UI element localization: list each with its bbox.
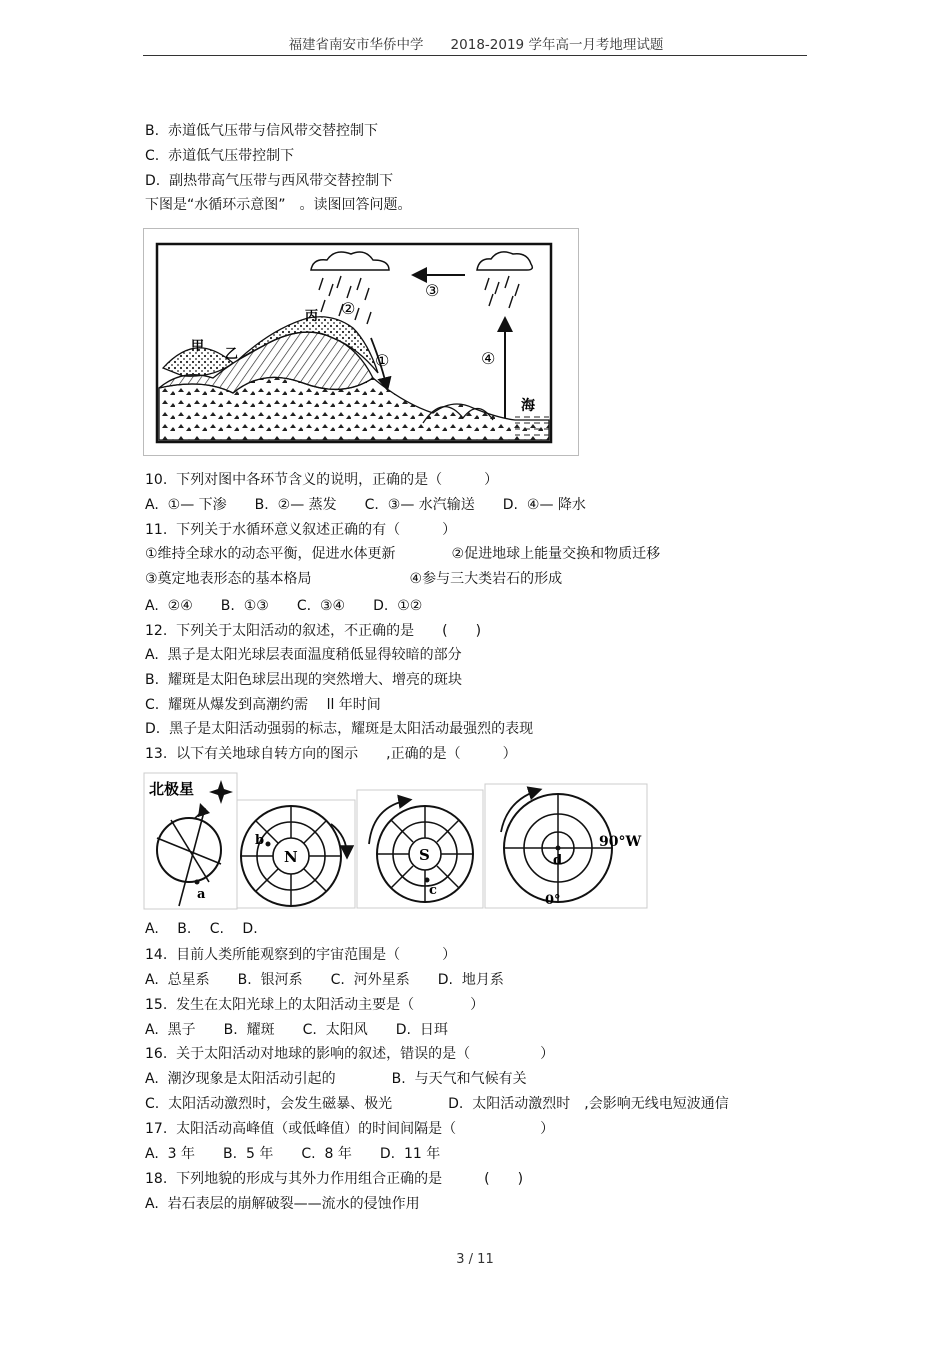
question-17: 17. 太阳活动高峰值（或低峰值）的时间间隔是（ ）	[145, 1121, 555, 1137]
question-17-options: A. 3 年 B. 5 年 C. 8 年 D. 11 年	[145, 1146, 441, 1162]
option-b-prev: B. 赤道低气压带与信风带交替控制下	[145, 123, 378, 139]
label-yi: 乙	[225, 347, 239, 362]
header-rule	[143, 55, 807, 56]
diagram-b	[237, 800, 355, 908]
question-10-options: A. ①— 下渗 B. ②— 蒸发 C. ③— 水汽输送 D. ④— 降水	[145, 497, 586, 513]
question-15-options: A. 黑子 B. 耀斑 C. 太阳风 D. 日珥	[145, 1022, 448, 1038]
question-16: 16. 关于太阳活动对地球的影响的叙述，错误的是（ ）	[145, 1046, 555, 1062]
question-14: 14. 目前人类所能观察到的宇宙范围是（ ）	[145, 947, 457, 963]
question-12-option-a: A. 黑子是太阳光球层表面温度稍低显得较暗的部分	[145, 647, 462, 663]
diagram-d	[485, 784, 647, 908]
label-0deg: 0°	[545, 893, 561, 908]
label-n: N	[284, 848, 298, 866]
label-sea: 海	[521, 398, 535, 414]
question-18-option-a: A. 岩石表层的崩解破裂——流水的侵蚀作用	[145, 1196, 420, 1212]
question-16-options-cd: C. 太阳活动激烈时，会发生磁暴、极光 D. 太阳活动激烈时 ,会影响无线电短波通信	[145, 1096, 729, 1112]
rotation-figures	[143, 772, 649, 910]
question-12-option-d: D. 黑子是太阳活动强弱的标志，耀斑是太阳活动最强烈的表现	[145, 721, 534, 737]
water-cycle-figure	[143, 228, 579, 456]
label-b: b	[255, 833, 265, 848]
question-13-options: A. B. C. D.	[145, 921, 258, 937]
label-circle-1: ①	[375, 351, 390, 370]
question-16-options-ab: A. 潮汐现象是太阳活动引起的 B. 与天气和气候有关	[145, 1071, 527, 1087]
question-13: 13. 以下有关地球自转方向的图示 ,正确的是（ ）	[145, 746, 517, 762]
figure-intro: 下图是“水循环示意图” 。读图回答问题。	[145, 197, 412, 213]
option-d-prev: D. 副热带高气压带与西风带交替控制下	[145, 173, 394, 189]
question-11-items-2: ③奠定地表形态的基本格局 ④参与三大类岩石的形成	[145, 571, 563, 587]
label-90w: 90°W	[599, 834, 642, 850]
option-c-prev: C. 赤道低气压带控制下	[145, 148, 295, 164]
label-d: d	[553, 853, 563, 868]
question-12: 12. 下列关于太阳活动的叙述，不正确的是 ( )	[145, 623, 482, 639]
diagram-a	[144, 773, 237, 909]
label-jia: 甲	[191, 339, 205, 354]
diagram-c	[357, 790, 483, 908]
label-circle-4: ④	[481, 349, 496, 368]
question-12-option-b: B. 耀斑是太阳色球层出现的突然增大、增亮的斑块	[145, 672, 462, 688]
question-10: 10. 下列对图中各环节含义的说明，正确的是（ ）	[145, 472, 499, 488]
sea-area	[515, 412, 549, 440]
label-circle-3: ③	[425, 281, 440, 300]
page-header: 福建省南安市华侨中学 2018-2019 学年高一月考地理试题	[288, 37, 664, 53]
page-number: 3 / 11	[456, 1252, 494, 1267]
question-11: 11. 下列关于水循环意义叙述正确的有（ ）	[145, 522, 457, 538]
question-14-options: A. 总星系 B. 银河系 C. 河外星系 D. 地月系	[145, 972, 504, 988]
question-11-options: A. ②④ B. ①③ C. ③④ D. ①②	[145, 598, 423, 614]
label-c: c	[429, 883, 437, 898]
question-18: 18. 下列地貌的形成与其外力作用组合正确的是 ( )	[145, 1171, 524, 1187]
label-circle-2: ②	[341, 299, 356, 318]
label-s: S	[419, 846, 430, 864]
label-polaris: 北极星	[149, 780, 195, 798]
question-11-items-1: ①维持全球水的动态平衡，促进水体更新 ②促进地球上能量交换和物质迁移	[145, 546, 661, 562]
question-12-option-c: C. 耀斑从爆发到高潮约需 ll 年时间	[145, 697, 381, 713]
question-15: 15. 发生在太阳光球上的太阳活动主要是（ ）	[145, 997, 485, 1013]
label-a: a	[197, 887, 206, 902]
label-bing: 丙	[305, 309, 319, 324]
